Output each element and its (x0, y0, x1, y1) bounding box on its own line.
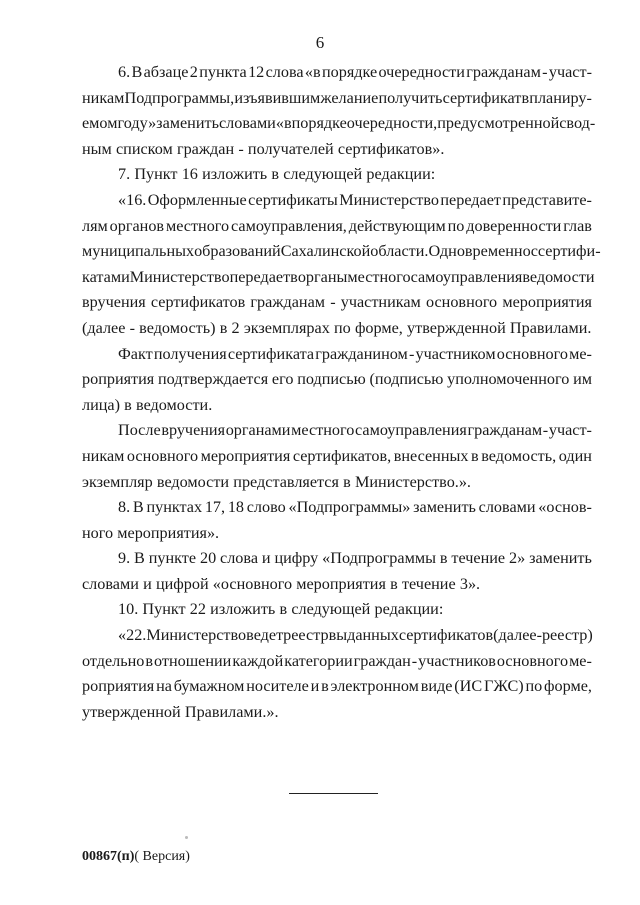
text-line: (далее - ведомость) в 2 экземплярах по форме, утвержденной Правилами. (82, 318, 592, 337)
text-line: лица) в ведомости. (82, 395, 213, 414)
text-line: Факт получения сертификата гражданином - участником основного ме- (118, 344, 592, 363)
text-line: «16. Оформленные сертификаты Министерство передает представите- (118, 190, 592, 209)
text-line: ным списком граждан - получателей сертификатов». (82, 139, 445, 158)
text-line: лям органов местного самоуправления, действующим по доверенности глав (82, 216, 592, 235)
scan-speck (185, 836, 188, 839)
text-line: 9. В пункте 20 слова и цифру «Подпрограммы в течение 2» заменить (118, 549, 592, 568)
document-version: ( Версия) (134, 849, 190, 864)
text-line: утвержденной Правилами.». (82, 702, 279, 721)
text-line: вручения сертификатов гражданам - участникам основного мероприятия (82, 293, 592, 312)
text-line: роприятия подтверждается его подписью (подписью уполномоченного им (82, 370, 592, 389)
text-line: катами Министерство передает в органы местного самоуправления ведомости (82, 267, 595, 286)
text-line: экземпляр ведомости представляется в Министерство.». (82, 472, 471, 491)
document-body (82, 60, 601, 725)
text-line: отдельно в отношении каждой категории граждан - участников основного ме- (82, 651, 592, 670)
text-line: 6. В абзаце 2 пункта 12 слова «в порядке очередности гражданам - участ- (118, 63, 592, 81)
text-line: 8. В пунктах 17, 18 слово «Подпрограммы» заменить словами «основ- (118, 498, 592, 517)
text-line: ного мероприятия». (82, 523, 220, 542)
document-code: 00867(п) (82, 849, 135, 864)
text-line: «22. Министерство ведет реестр выданных сертификатов (далее - реестр) (118, 626, 593, 645)
end-separator-line (289, 793, 378, 794)
page-number: 6 (315, 33, 325, 52)
text-line: роприятия на бумажном носителе и в электронном виде (ИС ГЖС) по форме, (82, 677, 592, 696)
text-line: никам Подпрограммы, изъявившим желание получить сертификат в планиру- (82, 88, 592, 107)
text-line: емом году» заменить словами «в порядке очередности, предусмотренной свод- (82, 114, 596, 133)
text-line: 7. Пункт 16 изложить в следующей редакции: (118, 165, 436, 184)
text-line: 10. Пункт 22 изложить в следующей редакции: (118, 600, 444, 619)
text-line: После вручения органами местного самоуправления гражданам - участ- (118, 421, 592, 440)
text-line: словами и цифрой «основного мероприятия в течение 3». (82, 574, 481, 593)
document-footer (82, 848, 190, 866)
text-line: муниципальных образований Сахалинской области. Одновременно с сертифи- (82, 242, 601, 261)
text-line: никам основного мероприятия сертификатов, внесенных в ведомость, один (82, 446, 592, 465)
